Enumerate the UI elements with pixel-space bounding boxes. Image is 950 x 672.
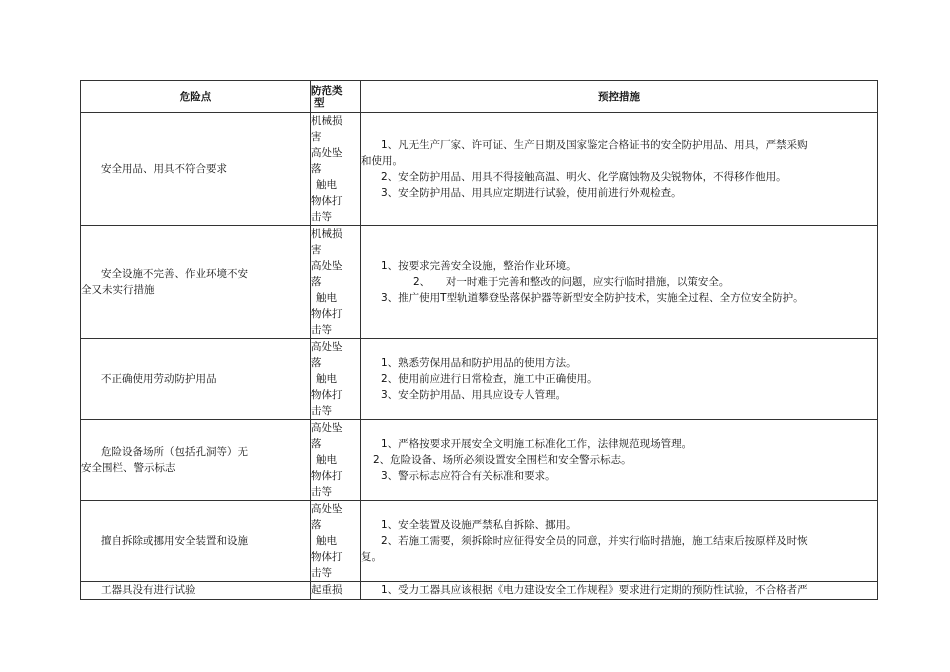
type-line: 落 [311, 438, 322, 450]
measure-line: 3、警示标志应符合有关标准和要求。 [381, 470, 556, 482]
type-line: 击等 [311, 211, 332, 223]
hazard-cell [81, 226, 311, 339]
hazard-cell [81, 501, 311, 582]
prevention-type-cell [311, 582, 361, 600]
type-line: 落 [311, 519, 322, 531]
header-hazard: 危险点 [81, 81, 311, 113]
hazard-cell [81, 582, 311, 600]
table-row [81, 501, 878, 582]
table-row [81, 226, 878, 339]
measure-line: 1、严格按要求开展安全文明施工标准化工作，法律规范现场管理。 [381, 438, 693, 450]
type-line: 击等 [311, 405, 332, 417]
type-line: 害 [311, 131, 322, 143]
measure-line: 1、安全装置及设施严禁私自拆除、挪用。 [381, 519, 577, 531]
risk-control-table [80, 80, 878, 600]
type-line: 击等 [311, 567, 332, 579]
type-line: 物体打 [311, 389, 343, 401]
type-line: 触电 [316, 535, 337, 547]
type-line: 机械损 [311, 115, 343, 127]
hazard-text: 安全设施不完善、作业环境不安 [101, 268, 248, 280]
measures-cell [361, 582, 878, 600]
type-line: 触电 [316, 454, 337, 466]
header-row [81, 81, 878, 113]
prevention-type-cell [311, 113, 361, 226]
table-row [81, 339, 878, 420]
measure-line: 1、熟悉劳保用品和防护用品的使用方法。 [381, 357, 577, 369]
hazard-text: 不正确使用劳动防护用品 [101, 373, 217, 385]
measure-line: 3、安全防护用品、用具应定期进行试验，使用前进行外观检查。 [381, 187, 682, 199]
measures-cell [361, 501, 878, 582]
hazard-cell [81, 339, 311, 420]
type-line: 物体打 [311, 308, 343, 320]
type-line: 高处坠 [311, 341, 343, 353]
header-type-line1: 防范类 [311, 84, 343, 97]
hazard-text: 全又未实行措施 [81, 284, 155, 296]
measure-line: 2、若施工需要，须拆除时应征得安全员的同意，并实行临时措施，施工结束后按原样及时恢 [381, 535, 808, 547]
measure-line: 2、 对一时难于完善和整改的问题，应实行临时措施，以策安全。 [413, 276, 730, 288]
header-type-line2: 型 [314, 96, 325, 109]
type-line: 高处坠 [311, 260, 343, 272]
hazard-text: 安全围栏、警示标志 [81, 462, 176, 474]
measures-cell [361, 339, 878, 420]
measure-line: 2、使用前应进行日常检查，施工中正确使用。 [381, 373, 598, 385]
type-line: 高处坠 [311, 147, 343, 159]
measures-cell [361, 226, 878, 339]
hazard-text: 安全用品、用具不符合要求 [101, 163, 227, 175]
measures-cell [361, 113, 878, 226]
type-line: 落 [311, 357, 322, 369]
measure-line: 1、凡无生产厂家、许可证、生产日期及国家鉴定合格证书的安全防护用品、用具，严禁采购 [381, 139, 808, 151]
type-line: 触电 [316, 179, 337, 191]
header-measures: 预控措施 [361, 81, 878, 113]
type-line: 落 [311, 276, 322, 288]
measures-cell [361, 420, 878, 501]
hazard-cell [81, 420, 311, 501]
type-line: 落 [311, 163, 322, 175]
type-line: 害 [311, 244, 322, 256]
measure-line: 1、受力工器具应该根据《电力建设安全工作规程》要求进行定期的预防性试验，不合格者严 [381, 584, 808, 596]
measure-line: 和使用。 [361, 155, 403, 167]
measure-line: 复。 [361, 551, 382, 563]
type-line: 触电 [316, 292, 337, 304]
measure-line: 1、按要求完善安全设施，整治作业环境。 [381, 260, 577, 272]
hazard-text: 擅自拆除或挪用安全装置和设施 [101, 535, 248, 547]
measure-line: 2、危险设备、场所必须设置安全围栏和安全警示标志。 [373, 454, 632, 466]
prevention-type-cell [311, 226, 361, 339]
prevention-type-cell [311, 501, 361, 582]
hazard-text: 危险设备场所（包括孔洞等）无 [101, 446, 248, 458]
prevention-type-cell [311, 339, 361, 420]
measure-line: 3、推广使用T型轨道攀登坠落保护器等新型安全防护技术，实施全过程、全方位安全防护。 [381, 292, 804, 304]
type-line: 触电 [316, 373, 337, 385]
type-line: 起重损 [311, 584, 343, 596]
type-line: 高处坠 [311, 422, 343, 434]
prevention-type-cell [311, 420, 361, 501]
measure-line: 2、安全防护用品、用具不得接触高温、明火、化学腐蚀物及尖锐物体，不得移作他用。 [381, 171, 787, 183]
table-row [81, 113, 878, 226]
type-line: 击等 [311, 486, 332, 498]
type-line: 机械损 [311, 228, 343, 240]
measure-line: 3、安全防护用品、用具应设专人管理。 [381, 389, 567, 401]
header-prevention-type [311, 81, 361, 113]
type-line: 击等 [311, 324, 332, 336]
type-line: 物体打 [311, 551, 343, 563]
hazard-cell [81, 113, 311, 226]
table-row [81, 420, 878, 501]
type-line: 物体打 [311, 470, 343, 482]
table-row [81, 582, 878, 600]
type-line: 高处坠 [311, 503, 343, 515]
type-line: 物体打 [311, 195, 343, 207]
hazard-text: 工器具没有进行试验 [101, 584, 196, 596]
